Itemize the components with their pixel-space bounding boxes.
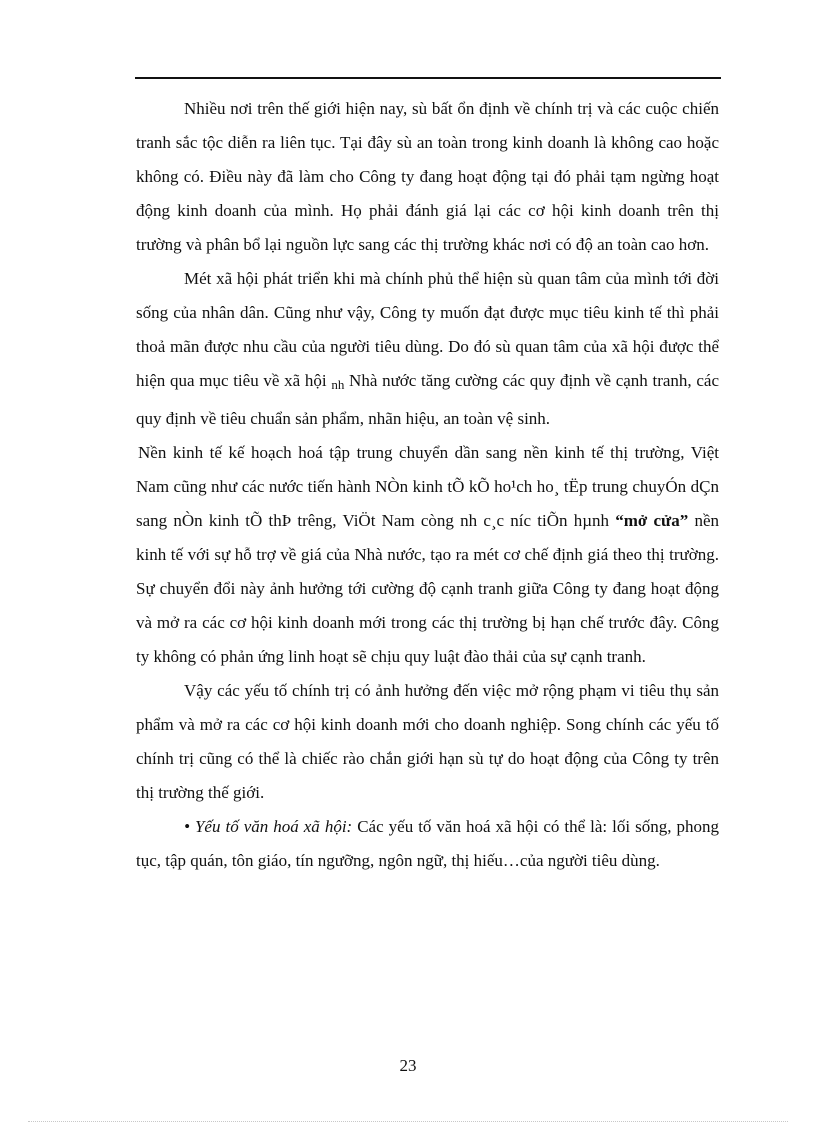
paragraph-text-start: Mét xã hội phát triển khi mà chính phủ thể hiện sù quan tâm của mình tới đời sống của nhân dân. Cũng như vậy, Công ty muốn đạt được mục tiêu kinh tế thì phải thoả mãn được nhu cầu của người tiêu dùng. Do đó sù quan tâm của xã hội được thể hiện qua mục tiêu về xã hội bbox=[136, 269, 719, 390]
paragraph-social-concern bbox=[136, 262, 719, 436]
paragraph-political-factors-summary bbox=[136, 674, 719, 810]
paragraph-text: Vậy các yếu tố chính trị có ảnh hưởng đến việc mở rộng phạm vi tiêu thụ sản phẩm và mở ra các cơ hội kinh doanh mới cho doanh nghiệp. Song chính các yếu tố chính trị cũng có thể là chiếc rào chắn giới hạn sù tự do hoạt động của Công ty trên thị trường thế giới. bbox=[136, 681, 719, 802]
paragraph-text-start: Nền kinh tế kế hoạch hoá tập trung chuyển dần sang nền kinh tế thị trường, Việt Nam cũng như các nước tiến hành NÒn kinh tÕ kÕ ho¹ch ho¸ tËp trung chuyÓn dÇn sang nÒn kinh tÕ thÞ trêng, ViÖt Nam còng nh c¸c níc tiÕn hµnh bbox=[136, 443, 719, 530]
paragraph-text: Các yếu tố văn hoá xã hội có thể là: lối sống, phong tục, tập quán, tôn giáo, tín ngưỡng, ngôn ngữ, thị hiếu…của người tiêu dùng. bbox=[136, 817, 719, 870]
bold-term: “mở cửa” bbox=[615, 511, 689, 530]
paragraph-market-economy bbox=[136, 436, 719, 674]
footer-dotted-rule bbox=[28, 1121, 788, 1122]
paragraph-political-instability bbox=[136, 92, 719, 262]
page-number: 23 bbox=[399, 1056, 417, 1075]
paragraph-cultural-factors bbox=[136, 810, 719, 878]
bullet-heading: • Yếu tố văn hoá xã hội: bbox=[184, 817, 353, 836]
header-rule bbox=[135, 77, 721, 79]
paragraph-text: Nhiều nơi trên thế giới hiện nay, sù bất ổn định về chính trị và các cuộc chiến tranh sắc tộc diễn ra liên tục. Tại đây sù an toàn trong kinh doanh là không cao hoặc không có. Điều này đã làm cho Công ty đang hoạt động tại đó phải tạm ngừng hoạt động kinh doanh của mình. Họ phải đánh giá lại các cơ hội kinh doanh trên thị trường và phân bổ lại nguồn lực sang các thị trường khác nơi có độ an toàn cao hơn. bbox=[136, 99, 719, 254]
paragraph-text-end: Nhà nước tăng cường các quy định về cạnh tranh, các quy định về tiêu chuẩn sản phẩm, nhãn hiệu, an toàn vệ sinh. bbox=[136, 371, 720, 428]
page-body bbox=[136, 92, 719, 878]
paragraph-text-end: nền kinh tế với sự hỗ trợ về giá của Nhà nước, tạo ra mét cơ chế định giá theo thị trường. Sự chuyển đổi này ảnh hưởng tới cường độ cạnh tranh giữa Công ty đang hoạt động và mở ra các cơ hội kinh doanh mới trong các thị trường bị hạn chế trước đây. Công ty không có phản ứng linh hoạt sẽ chịu quy luật đào thải của sự cạnh tranh. bbox=[136, 511, 720, 666]
small-fragment: nh bbox=[331, 377, 345, 392]
